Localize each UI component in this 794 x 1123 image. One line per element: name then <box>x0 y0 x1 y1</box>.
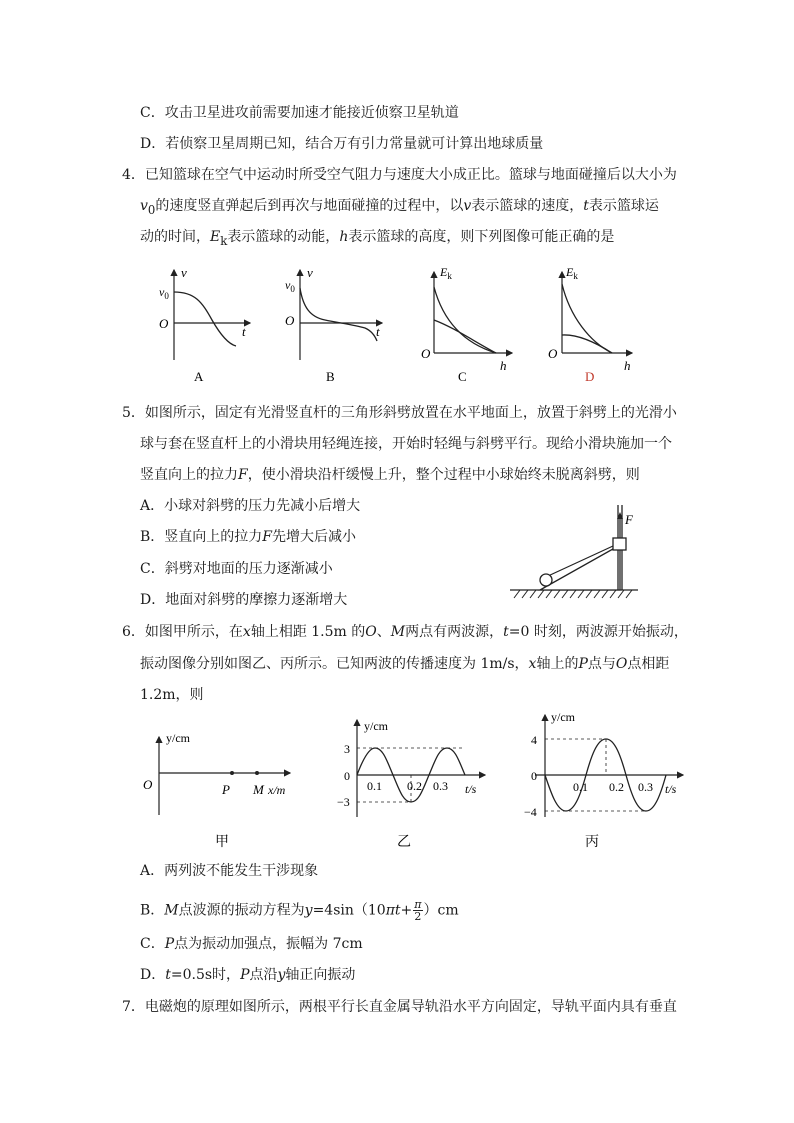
yi-x-label: t/s <box>465 782 477 796</box>
bing-caption: 丙 <box>585 835 599 850</box>
q5-line-2: 球与套在竖直杆上的小滑块用轻绳连接，开始时轻绳与斜劈平行。现给小滑块施加一个 <box>140 436 672 452</box>
graph-c-origin: O <box>421 346 431 361</box>
q5-option-a: A．小球对斜劈的压力先减小后增大 <box>140 498 361 514</box>
ground-hatching <box>514 590 632 598</box>
q5-figure <box>508 500 643 605</box>
q6-opt-text: D． <box>140 967 166 983</box>
q6-fraction-den: 2 <box>414 910 422 923</box>
yi-caption: 乙 <box>397 835 411 850</box>
q4-number: 4． <box>122 167 145 183</box>
q7-text: 电磁炮的原理如图所示，两根平行长直金属导轨沿水平方向固定，导轨平面内具有垂直 <box>144 999 677 1015</box>
q6-text: 点相距 <box>627 656 670 672</box>
q5-opt-f: F <box>262 529 273 545</box>
q6-x: x <box>242 624 251 640</box>
graph-c-x-label: h <box>500 358 507 373</box>
yi-amp-neg: −3 <box>337 795 350 809</box>
q6-fraction-num: π <box>414 898 422 911</box>
q4-text: 表示篮球的高度，则下列图像可能正确的是 <box>348 229 615 245</box>
q6-m: M <box>390 624 406 640</box>
graph-d-curve-down <box>562 335 612 353</box>
q6-t: t <box>503 624 509 640</box>
q4-text: 表示篮球的动能， <box>227 229 340 245</box>
q4-t: t <box>583 198 589 214</box>
bing-amp-pos: 4 <box>531 733 537 747</box>
jia-x-label: x/m <box>268 783 286 797</box>
bing-zero: 0 <box>531 769 537 783</box>
bing-x-label: t/s <box>665 782 677 796</box>
slider-block <box>613 538 626 550</box>
q6-line-1 <box>122 622 688 642</box>
yi-tick-0.1: 0.1 <box>367 779 382 793</box>
q6-option-d <box>140 965 355 985</box>
graph-d <box>548 265 632 384</box>
q6-figures <box>135 705 695 855</box>
q6-o: O <box>615 656 628 672</box>
yi-tick-0.3: 0.3 <box>433 779 448 793</box>
graph-a-v0: $v_0$ <box>159 285 169 301</box>
q5-option-b <box>140 527 356 547</box>
graph-a-curve <box>174 292 236 346</box>
q5-text: ，使小滑块沿杆缓慢上升，整个过程中小球始终未脱离斜劈，则 <box>247 467 640 483</box>
graph-d-x-label: h <box>624 358 631 373</box>
ball <box>540 574 552 586</box>
q6-opt-text: =0.5s时， <box>170 967 241 983</box>
q6-opt-text: 点波源的振动方程为 <box>178 902 305 919</box>
q3-option-c: C．攻击卫星进攻前需要加速才能接近侦察卫星轨道 <box>140 105 459 121</box>
graph-b-curve <box>300 288 377 341</box>
graph-a-y-label: v <box>181 265 187 280</box>
force-label: F <box>625 512 633 527</box>
graph-c <box>421 265 512 384</box>
q4-line-2 <box>140 196 659 220</box>
graph-c-caption: C <box>458 369 467 384</box>
q6-opt-text: =4sin（10 <box>312 902 386 919</box>
jia-m-label: M <box>253 782 264 797</box>
q6-option-b <box>140 899 459 922</box>
graph-b-y-label: v <box>307 265 313 280</box>
q6-opt-text: 轴正向振动 <box>285 967 356 983</box>
graph-c-curve-up <box>434 287 496 353</box>
jia-y-label: y/cm <box>166 731 190 745</box>
q6-text: =0 时刻，两波源开始振动， <box>508 624 688 640</box>
q5-f: F <box>238 467 248 483</box>
q6-number: 6． <box>122 624 145 640</box>
jia-origin: O <box>143 777 153 792</box>
graph-d-curve-up <box>562 284 612 353</box>
graph-d-y-label: $E_k$ <box>566 265 578 281</box>
q6-fraction <box>413 899 422 922</box>
bing-tick-0.2: 0.2 <box>609 780 624 794</box>
graph-b-x-label: t <box>376 324 380 339</box>
q4-v-sub: 0 <box>147 202 156 217</box>
q6-o: O <box>365 624 377 640</box>
q4-v: v <box>140 198 148 214</box>
q5-line-1 <box>122 403 677 423</box>
q6-x: x <box>528 656 537 672</box>
q7-number: 7． <box>122 999 145 1015</box>
bing-y-label: y/cm <box>551 710 575 724</box>
q5-opt-text: B．竖直向上的拉力 <box>140 529 263 545</box>
graph-a-x-label: t <box>242 324 246 339</box>
bing-amp-neg: −4 <box>524 805 537 819</box>
q6-text: 点与 <box>587 656 616 672</box>
graph-a <box>159 265 250 384</box>
graph-b-v0: $v_0$ <box>285 278 295 294</box>
q5-number: 5． <box>122 405 145 421</box>
graph-b-caption: B <box>326 369 335 384</box>
q6-text: 两点有两波源， <box>405 624 504 640</box>
q4-text: 动的时间， <box>140 229 210 245</box>
q6-text: 轴上相距 1.5m 的 <box>250 624 366 640</box>
graph-d-caption: D <box>585 369 595 384</box>
q6-text: 振动图像分别如图乙、丙所示。已知两波的传播速度为 1m/s， <box>140 656 529 672</box>
yi-zero: 0 <box>344 769 350 783</box>
q4-v2: v <box>463 198 472 214</box>
q5-text: 如图所示，固定有光滑竖直杆的三角形斜劈放置在水平地面上，放置于斜劈上的光滑小 <box>144 405 677 421</box>
q6-opt-p: P <box>240 967 250 983</box>
q6-opt-text: 点为振动加强点，振幅为 7cm <box>174 936 363 952</box>
graph-d-origin: O <box>548 346 558 361</box>
yi-amp-pos: 3 <box>344 742 350 756</box>
graph-b <box>285 265 382 384</box>
jia-point-m <box>255 771 259 775</box>
q6-opt-y: y <box>277 967 286 983</box>
jia-point-p <box>230 771 234 775</box>
q6-text: 如图甲所示，在 <box>144 624 243 640</box>
q6-line-2 <box>140 654 669 674</box>
q5-option-c: C．斜劈对地面的压力逐渐减小 <box>140 561 333 577</box>
q4-line-3 <box>140 227 614 251</box>
graph-b-origin: O <box>285 313 295 328</box>
q6-option-a: A．两列波不能发生干涉现象 <box>140 863 319 879</box>
q6-opt-text: ）cm <box>423 902 459 919</box>
q6-opt-text: 点沿 <box>249 967 278 983</box>
q3-option-d: D．若侦察卫星周期已知，结合万有引力常量就可计算出地球质量 <box>140 136 544 152</box>
q6-opt-p: P <box>164 936 175 952</box>
q6-line-3: 1.2m，则 <box>140 687 204 703</box>
jia-p-label: P <box>222 782 230 797</box>
bing-tick-0.3: 0.3 <box>638 780 653 794</box>
yi-tick-0.2: 0.2 <box>407 779 422 793</box>
q5-opt-text: 先增大后减小 <box>272 529 357 545</box>
fig-jia <box>143 731 290 850</box>
graph-c-y-label: $E_k$ <box>440 265 452 281</box>
q6-opt-pit: πt <box>385 902 401 919</box>
bing-tick-0.1: 0.1 <box>573 780 588 794</box>
q6-opt-text: B． <box>140 902 165 919</box>
jia-caption: 甲 <box>215 835 229 850</box>
yi-y-label: y/cm <box>364 719 388 733</box>
q4-line-1 <box>122 165 677 185</box>
q6-text: 、 <box>376 624 391 640</box>
graph-a-caption: A <box>194 369 204 384</box>
wedge <box>540 545 620 590</box>
fig-yi <box>337 719 485 850</box>
q4-text: 表示篮球运 <box>588 198 659 214</box>
q6-text: 轴上的 <box>536 656 579 672</box>
q6-opt-m: M <box>164 902 179 919</box>
q6-option-c <box>140 934 363 954</box>
q4-text: 表示篮球的速度， <box>471 198 584 214</box>
q6-p: P <box>578 656 588 672</box>
graph-a-origin: O <box>159 316 169 331</box>
q5-line-3 <box>140 465 640 485</box>
q5-text: 竖直向上的拉力 <box>140 467 238 483</box>
q4-text: 的速度竖直弹起后到再次与地面碰撞的过程中，以 <box>155 198 464 214</box>
q6-opt-y: y <box>304 902 313 919</box>
q4-text: 已知篮球在空气中运动时所受空气阻力与速度大小成正比。篮球与地面碰撞后以大小为 <box>144 167 677 183</box>
fig-bing <box>524 710 683 850</box>
q5-option-d: D．地面对斜劈的摩擦力逐渐增大 <box>140 592 348 608</box>
q4-h: h <box>339 229 349 245</box>
q6-opt-t: t <box>165 967 171 983</box>
q6-opt-text: C． <box>140 936 165 952</box>
q6-opt-plus: + <box>400 902 413 919</box>
q4-ek: E <box>210 229 221 245</box>
q4-ek-sub: k <box>220 233 228 248</box>
q7-line-1 <box>122 997 677 1017</box>
q4-graphs <box>150 262 650 387</box>
